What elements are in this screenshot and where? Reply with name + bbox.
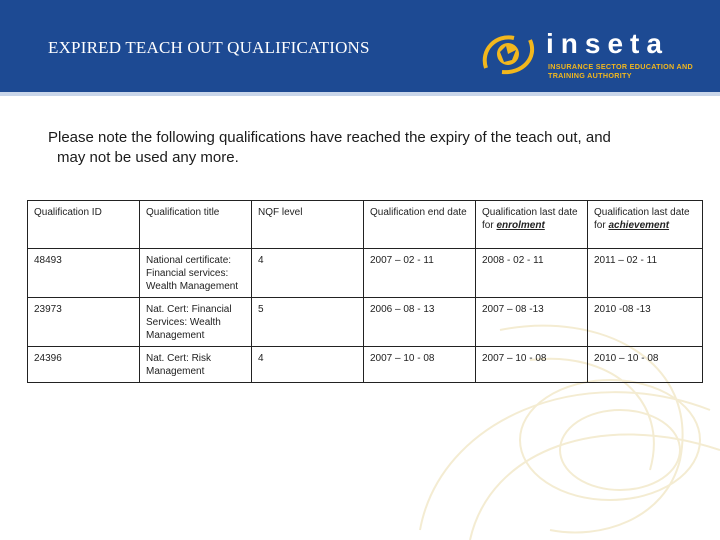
header-emphasis: enrolment	[496, 220, 545, 231]
cell-end-date: 2006 – 08 - 13	[364, 298, 476, 347]
cell-nqf: 5	[252, 298, 364, 347]
col-header-last-achievement	[588, 201, 703, 249]
cell-nqf: 4	[252, 249, 364, 298]
intro-paragraph	[48, 128, 688, 168]
cell-last-enrolment: 2007 – 08 -13	[476, 298, 588, 347]
intro-line-1: Please note the following qualifications have reached the expiry of the teach out, and	[48, 129, 611, 146]
col-header-nqf: NQF level	[252, 201, 364, 249]
col-header-last-enrolment	[476, 201, 588, 249]
col-header-id: Qualification ID	[28, 201, 140, 249]
cell-nqf: 4	[252, 347, 364, 383]
inseta-logo-icon	[478, 30, 538, 78]
qualifications-table	[27, 200, 703, 383]
table-row	[28, 347, 703, 383]
cell-title: Nat. Cert: Risk Management	[140, 347, 252, 383]
table-header-row	[28, 201, 703, 249]
cell-last-achievement: 2010 – 10 - 08	[588, 347, 703, 383]
cell-end-date: 2007 – 02 - 11	[364, 249, 476, 298]
cell-last-achievement: 2010 -08 -13	[588, 298, 703, 347]
page-title: EXPIRED TEACH OUT QUALIFICATIONS	[48, 38, 370, 57]
cell-last-achievement: 2011 – 02 - 11	[588, 249, 703, 298]
table-row	[28, 298, 703, 347]
header-emphasis: achievement	[608, 220, 670, 231]
header-band	[0, 0, 720, 96]
inseta-wordmark: inseta	[546, 28, 669, 59]
col-header-end-date: Qualification end date	[364, 201, 476, 249]
cell-end-date: 2007 – 10 - 08	[364, 347, 476, 383]
header-text: Qualification last date for	[482, 207, 578, 231]
cell-id: 48493	[28, 249, 140, 298]
table-row	[28, 249, 703, 298]
cell-last-enrolment: 2008 - 02 - 11	[476, 249, 588, 298]
cell-id: 23973	[28, 298, 140, 347]
intro-line-2: may not be used any more.	[57, 149, 239, 166]
cell-last-enrolment: 2007 – 10 - 08	[476, 347, 588, 383]
inseta-tagline: INSURANCE SECTOR EDUCATION AND TRAINING AUTHORITY	[548, 62, 694, 80]
cell-title: National certificate: Financial services: Wealth Management	[140, 249, 252, 298]
col-header-title: Qualification title	[140, 201, 252, 249]
cell-id: 24396	[28, 347, 140, 383]
cell-title: Nat. Cert: Financial Services: Wealth Management	[140, 298, 252, 347]
header-text: Qualification last date for	[594, 207, 690, 231]
